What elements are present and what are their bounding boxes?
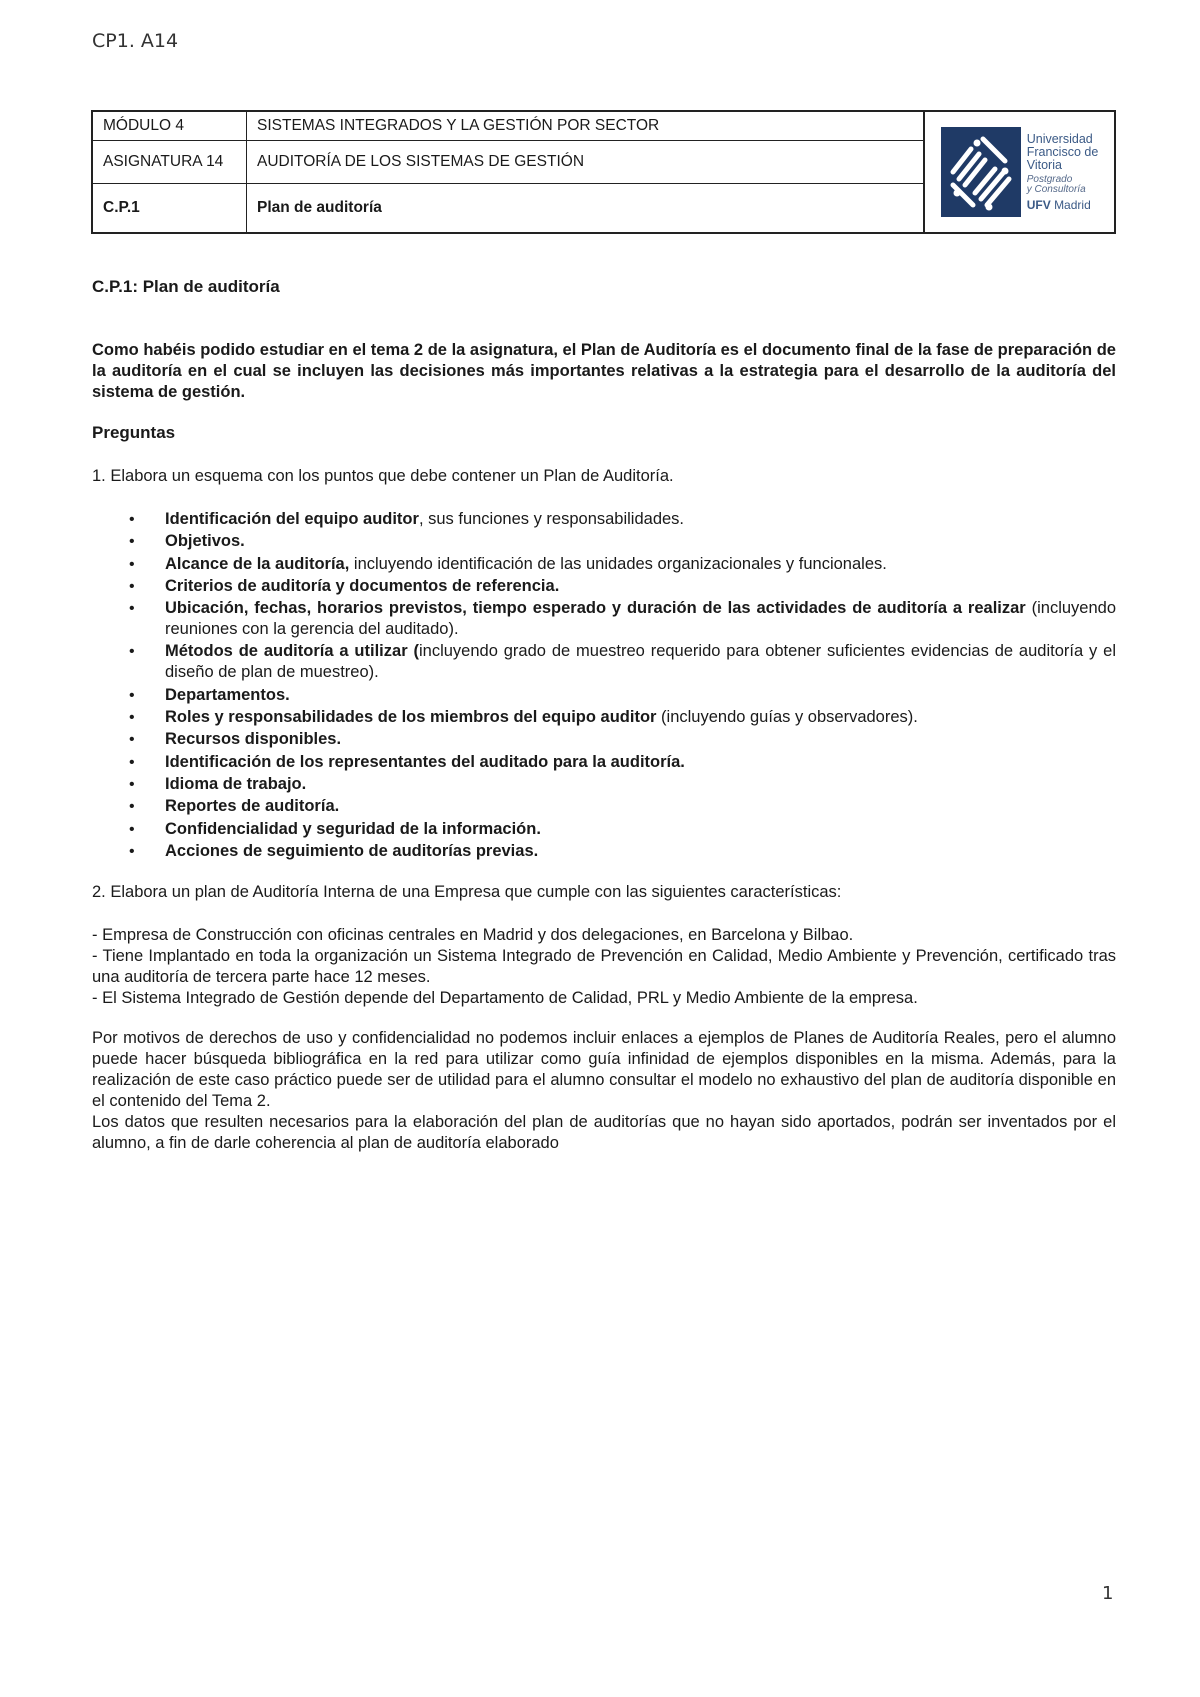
- module-value: SISTEMAS INTEGRADOS Y LA GESTIÓN POR SECTOR: [257, 117, 660, 134]
- logo-line-1: Universidad: [1026, 131, 1093, 146]
- question-1: 1. Elabora un esquema con los puntos que debe contener un Plan de Auditoría.: [92, 467, 674, 485]
- module-row: [93, 112, 923, 141]
- bullet-bold-text: Objetivos.: [165, 532, 245, 551]
- logo-madrid: Madrid: [1054, 197, 1091, 212]
- bullet-item: [92, 729, 1116, 750]
- bullet-item: [92, 685, 1116, 706]
- audit-plan-points: [92, 509, 1116, 863]
- closing-paragraph: Por motivos de derechos de uso y confidencialidad no podemos incluir enlaces a ejemplos de Planes de Auditoría Reales, pero el alumno puede hacer búsqueda bibliográfica en la red para utilizar como guía infinidad de ejemplos disponibles en la misma. Además, para la realización de este caso práctico puede ser de utilidad para el alumno consultar el modelo no exhaustivo del plan de auditoría disponible en el contenido del Tema 2.: [92, 1029, 1116, 1110]
- bullet-bold-text: Confidencialidad y seguridad de la información.: [165, 819, 541, 838]
- bullet-dot-icon: •: [129, 555, 135, 573]
- bullet-item: [92, 598, 1116, 640]
- bullet-dot-icon: •: [129, 753, 135, 771]
- bullet-dot-icon: •: [129, 731, 135, 749]
- bullet-item: [92, 796, 1116, 817]
- bullet-item: [92, 641, 1116, 683]
- bullet-dot-icon: •: [129, 686, 135, 704]
- bullet-bold-text: Recursos disponibles.: [165, 730, 342, 749]
- university-logo: [925, 112, 1114, 232]
- logo-line-3: Vitoria: [1026, 157, 1062, 172]
- company-characteristics: [92, 925, 1116, 1009]
- bullet-item: [92, 531, 1116, 552]
- ufv-emblem-icon: [941, 127, 1021, 217]
- bullet-bold-text: Roles y responsabilidades de los miembros del equipo auditor: [165, 708, 657, 727]
- bullet-dot-icon: •: [129, 798, 135, 816]
- characteristic-line: - El Sistema Integrado de Gestión depende del Departamento de Calidad, PRL y Medio Ambiente de la empresa.: [92, 989, 918, 1007]
- bullet-item: [92, 841, 1116, 862]
- logo-line-4: Postgrado: [1026, 173, 1073, 185]
- logo-line-6: [1027, 199, 1099, 212]
- questions-heading: Preguntas: [92, 423, 176, 442]
- case-row: [93, 184, 923, 232]
- characteristic-line: - Tiene Implantado en toda la organización un Sistema Integrado de Prevención en Calidad, Medio Ambiente y Prevención, certificado tras una auditoría de tercera parte hace 12 meses.: [92, 947, 1116, 986]
- bullet-dot-icon: •: [129, 775, 135, 793]
- bullet-bold-text: Alcance de la auditoría,: [165, 554, 350, 573]
- bullet-item: [92, 554, 1116, 575]
- course-header-table: [91, 110, 1116, 234]
- bullet-item: [92, 774, 1116, 795]
- subject-row: [93, 141, 923, 184]
- course-info: [93, 112, 925, 232]
- bullet-bold-text: Criterios de auditoría y documentos de referencia.: [165, 576, 560, 595]
- bullet-bold-text: Acciones de seguimiento de auditorías previas.: [165, 841, 539, 860]
- logo-line-2: Francisco de: [1026, 144, 1099, 159]
- bullet-dot-icon: •: [129, 643, 135, 661]
- bullet-rest-text: incluyendo identificación de las unidades organizacionales y funcionales.: [349, 554, 887, 573]
- case-value: Plan de auditoría: [257, 199, 382, 216]
- closing-paragraphs: [92, 1028, 1116, 1154]
- logo-line-5: y Consultoría: [1026, 184, 1086, 196]
- bullet-dot-icon: •: [129, 600, 135, 618]
- section-title: C.P.1: Plan de auditoría: [92, 277, 280, 296]
- bullet-bold-text: Ubicación, fechas, horarios previstos, tiempo esperado y duración de las actividades de auditoría a realizar: [165, 599, 1026, 618]
- logo-text: [1027, 133, 1099, 212]
- subject-label: ASIGNATURA 14: [93, 141, 247, 183]
- bullet-rest-text: incluyendo grado de muestreo requerido para obtener suficientes evidencias de auditoría y el diseño de plan de muestreo).: [165, 642, 1116, 682]
- bullet-item: [92, 819, 1116, 840]
- module-label: MÓDULO 4: [93, 112, 247, 140]
- bullet-bold-text: Departamentos.: [165, 685, 290, 704]
- closing-paragraph: Los datos que resulten necesarios para la elaboración del plan de auditorías que no hayan sido aportados, podrán ser inventados por el alumno, a fin de darle coherencia al plan de auditoría elaborado: [92, 1113, 1116, 1152]
- logo-ufv: UFV: [1026, 197, 1051, 212]
- intro-paragraph: Como habéis podido estudiar en el tema 2 de la asignatura, el Plan de Auditoría es el documento final de la fase de preparación de la auditoría en el cual se incluyen las decisiones más importantes relativas a la estrategia para el desarrollo de la auditoría del sistema de gestión.: [92, 341, 1116, 401]
- bullet-dot-icon: •: [129, 709, 135, 727]
- bullet-dot-icon: •: [129, 842, 135, 860]
- bullet-item: [92, 576, 1116, 597]
- bullet-dot-icon: •: [129, 820, 135, 838]
- question-2: 2. Elabora un plan de Auditoría Interna de una Empresa que cumple con las siguientes características:: [92, 883, 842, 901]
- page-header: CP1. A14: [92, 30, 179, 52]
- bullet-bold-text: Métodos de auditoría a utilizar (: [165, 642, 419, 661]
- bullet-dot-icon: •: [129, 577, 135, 595]
- bullet-dot-icon: •: [129, 533, 135, 551]
- bullet-bold-text: Idioma de trabajo.: [165, 774, 307, 793]
- bullet-dot-icon: •: [129, 511, 135, 528]
- bullet-item: [92, 752, 1116, 773]
- bullet-item: [92, 509, 1116, 530]
- characteristic-line: - Empresa de Construcción con oficinas centrales en Madrid y dos delegaciones, en Barcelona y Bilbao.: [92, 926, 854, 944]
- bullet-rest-text: , sus funciones y responsabilidades.: [418, 510, 685, 528]
- bullet-bold-text: Reportes de auditoría.: [165, 797, 340, 816]
- subject-value: AUDITORÍA DE LOS SISTEMAS DE GESTIÓN: [257, 153, 585, 170]
- bullet-item: [92, 707, 1116, 728]
- bullet-bold-text: Identificación de los representantes del auditado para la auditoría.: [165, 752, 685, 771]
- bullet-rest-text: (incluyendo guías y observadores).: [656, 708, 918, 727]
- bullet-bold-text: Identificación del equipo auditor: [165, 510, 419, 528]
- page-number: 1: [1102, 1583, 1114, 1604]
- bullet-rest-text: (incluyendo reuniones con la gerencia del auditado).: [165, 599, 1116, 639]
- case-label: C.P.1: [93, 184, 247, 232]
